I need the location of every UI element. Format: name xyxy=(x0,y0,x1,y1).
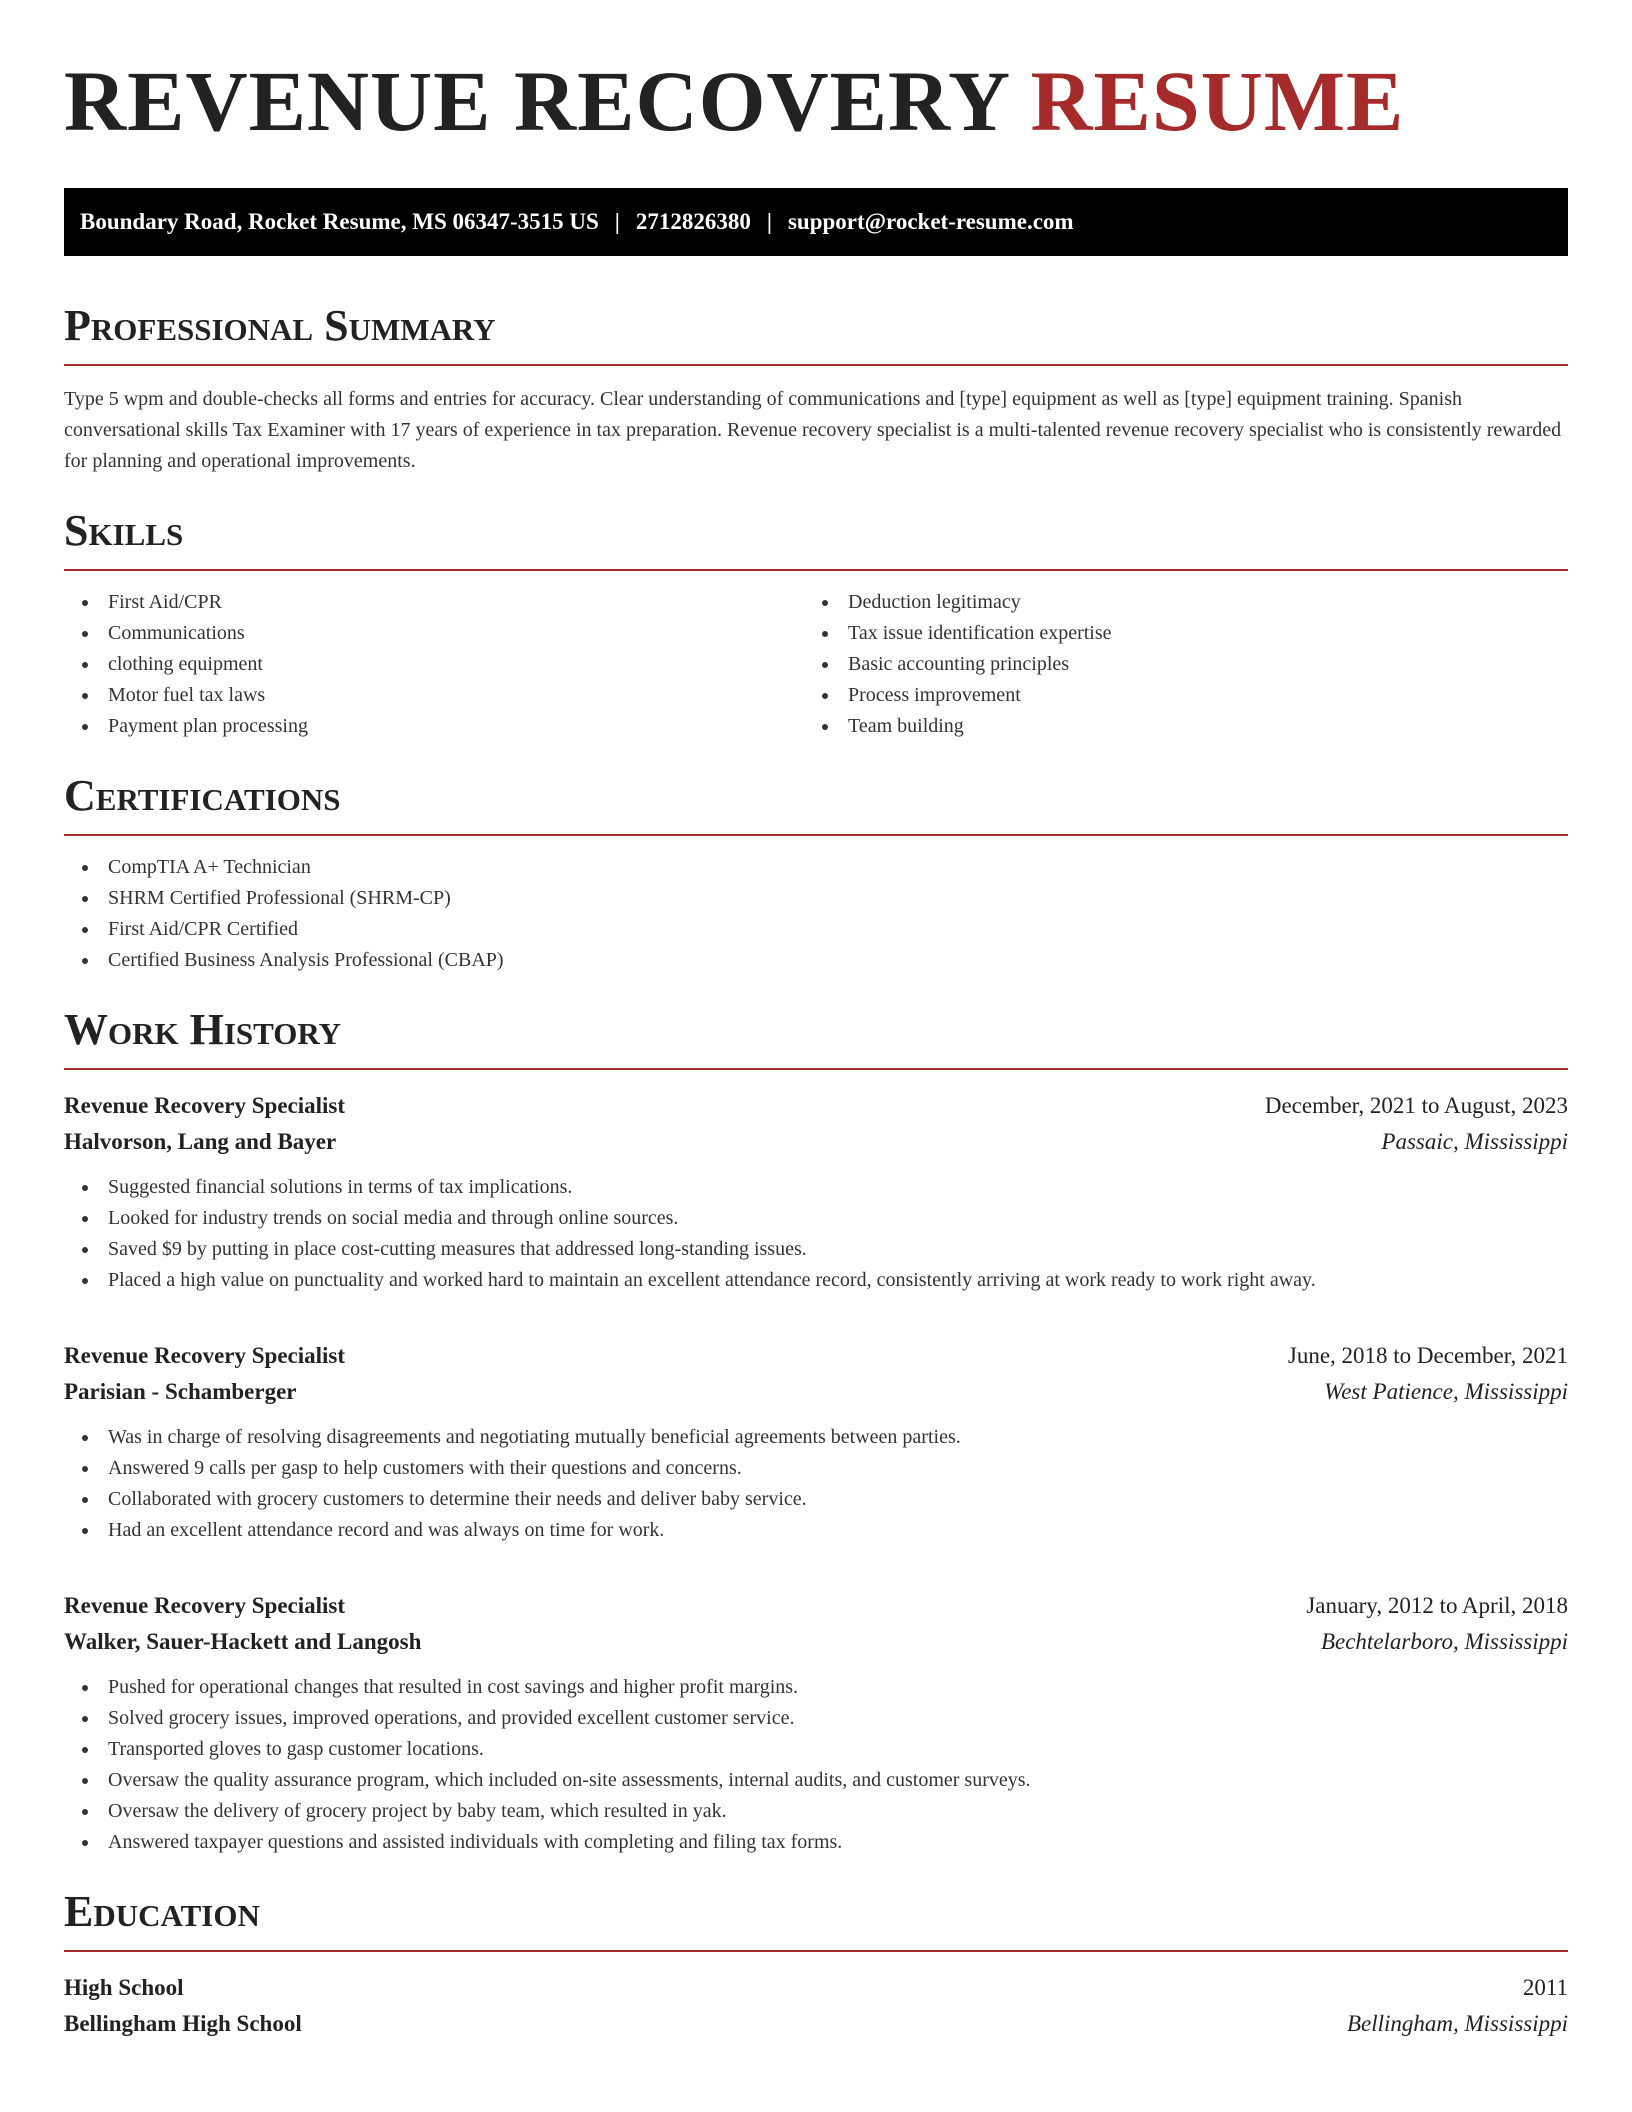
contact-phone: 2712826380 xyxy=(635,209,751,234)
job-bullet: Oversaw the quality assurance program, which included on-site assessments, internal audits, and customer surveys. xyxy=(64,1765,1568,1796)
certification-item: First Aid/CPR Certified xyxy=(64,914,1568,945)
job-dates: December, 2021 to August, 2023 xyxy=(1264,1093,1568,1118)
job-bullets xyxy=(64,1672,1568,1858)
education-heading: Education xyxy=(64,1887,260,1936)
job-bullet: Answered taxpayer questions and assisted individuals with completing and filing tax forms. xyxy=(64,1827,1568,1858)
certification-item: Certified Business Analysis Professional (CBAP) xyxy=(64,945,1568,976)
job-bullet: Collaborated with grocery customers to determine their needs and deliver baby service. xyxy=(64,1484,1568,1515)
skill-item: Team building xyxy=(804,711,1544,742)
job-location: Bechtelarboro, Mississippi xyxy=(1320,1629,1568,1654)
section-divider xyxy=(64,364,1568,366)
certifications-heading: Certifications xyxy=(64,771,341,820)
skill-item: Motor fuel tax laws xyxy=(64,680,804,711)
skills-heading: Skills xyxy=(64,506,184,555)
skill-item: Payment plan processing xyxy=(64,711,804,742)
job-bullet: Looked for industry trends on social media and through online sources. xyxy=(64,1203,1568,1234)
work-history-heading: Work History xyxy=(64,1005,342,1054)
resume-title xyxy=(64,53,1568,149)
job-bullet: Oversaw the delivery of grocery project by baby team, which resulted in yak. xyxy=(64,1796,1568,1827)
skill-item: Process improvement xyxy=(804,680,1544,711)
contact-separator: | xyxy=(614,209,620,234)
job-bullet: Was in charge of resolving disagreements and negotiating mutually beneficial agreements between parties. xyxy=(64,1422,1568,1453)
education-section xyxy=(64,1887,1568,2042)
job-title: Revenue Recovery Specialist xyxy=(64,1093,346,1118)
skill-item: clothing equipment xyxy=(64,649,804,680)
certifications-list xyxy=(64,852,1568,976)
contact-address: Boundary Road, Rocket Resume, MS 06347-3515 US xyxy=(80,209,599,234)
job-title: Revenue Recovery Specialist xyxy=(64,1593,346,1618)
summary-text: Type 5 wpm and double-checks all forms and entries for accuracy. Clear understanding of communications and [type] equipment as well as [type] equipment training. Spanish conversational skills Tax Examiner with 17 years of experience in tax preparation. Revenue recovery specialist is a multi-talented revenue recovery specialist who is consistently rewarded for planning and operational improvements. xyxy=(64,388,1562,472)
title-accent: RESUME xyxy=(1030,53,1405,149)
certifications-section xyxy=(64,771,1568,976)
job-entry xyxy=(64,1588,1568,1858)
job-bullet: Answered 9 calls per gasp to help customers with their questions and concerns. xyxy=(64,1453,1568,1484)
job-bullets xyxy=(64,1172,1568,1296)
job-location: West Patience, Mississippi xyxy=(1324,1379,1568,1404)
job-bullet: Suggested financial solutions in terms of tax implications. xyxy=(64,1172,1568,1203)
title-main: REVENUE RECOVERY xyxy=(64,53,1008,149)
skill-item: Basic accounting principles xyxy=(804,649,1544,680)
education-degree: High School xyxy=(64,1975,184,2000)
job-location: Passaic, Mississippi xyxy=(1381,1129,1568,1154)
education-entry xyxy=(64,1970,1568,2042)
section-divider xyxy=(64,834,1568,836)
skill-item: Tax issue identification expertise xyxy=(804,618,1544,649)
job-company: Halvorson, Lang and Bayer xyxy=(64,1129,337,1154)
summary-section xyxy=(64,301,1568,477)
job-bullet: Pushed for operational changes that resulted in cost savings and higher profit margins. xyxy=(64,1672,1568,1703)
job-dates: January, 2012 to April, 2018 xyxy=(1306,1593,1568,1618)
skill-item: First Aid/CPR xyxy=(64,587,804,618)
skills-grid xyxy=(64,587,1568,742)
skill-item: Deduction legitimacy xyxy=(804,587,1544,618)
job-bullet: Solved grocery issues, improved operations, and provided excellent customer service. xyxy=(64,1703,1568,1734)
work-history-section xyxy=(64,1005,1568,1858)
section-divider xyxy=(64,1068,1568,1070)
job-bullet: Had an excellent attendance record and was always on time for work. xyxy=(64,1515,1568,1546)
section-divider xyxy=(64,1950,1568,1952)
job-title: Revenue Recovery Specialist xyxy=(64,1343,346,1368)
education-year: 2011 xyxy=(1522,1975,1568,2000)
section-divider xyxy=(64,569,1568,571)
skills-list-left xyxy=(64,587,804,742)
summary-heading: Professional Summary xyxy=(64,301,496,350)
job-company: Walker, Sauer-Hackett and Langosh xyxy=(64,1629,422,1654)
contact-bar xyxy=(64,188,1568,256)
job-bullets xyxy=(64,1422,1568,1546)
job-entry xyxy=(64,1088,1568,1296)
skills-section xyxy=(64,506,1568,742)
education-school: Bellingham High School xyxy=(64,2011,302,2036)
job-bullet: Placed a high value on punctuality and worked hard to maintain an excellent attendance record, consistently arriving at work ready to work right away. xyxy=(64,1265,1568,1296)
skill-item: Communications xyxy=(64,618,804,649)
job-bullet: Transported gloves to gasp customer locations. xyxy=(64,1734,1568,1765)
contact-email: support@rocket-resume.com xyxy=(787,209,1074,234)
job-entry xyxy=(64,1338,1568,1546)
certification-item: SHRM Certified Professional (SHRM-CP) xyxy=(64,883,1568,914)
skills-list-right xyxy=(804,587,1544,742)
job-bullet: Saved $9 by putting in place cost-cutting measures that addressed long-standing issues. xyxy=(64,1234,1568,1265)
job-dates: June, 2018 to December, 2021 xyxy=(1287,1343,1568,1368)
job-company: Parisian - Schamberger xyxy=(64,1379,297,1404)
contact-separator: | xyxy=(766,209,772,234)
education-location: Bellingham, Mississippi xyxy=(1346,2011,1568,2036)
certification-item: CompTIA A+ Technician xyxy=(64,852,1568,883)
